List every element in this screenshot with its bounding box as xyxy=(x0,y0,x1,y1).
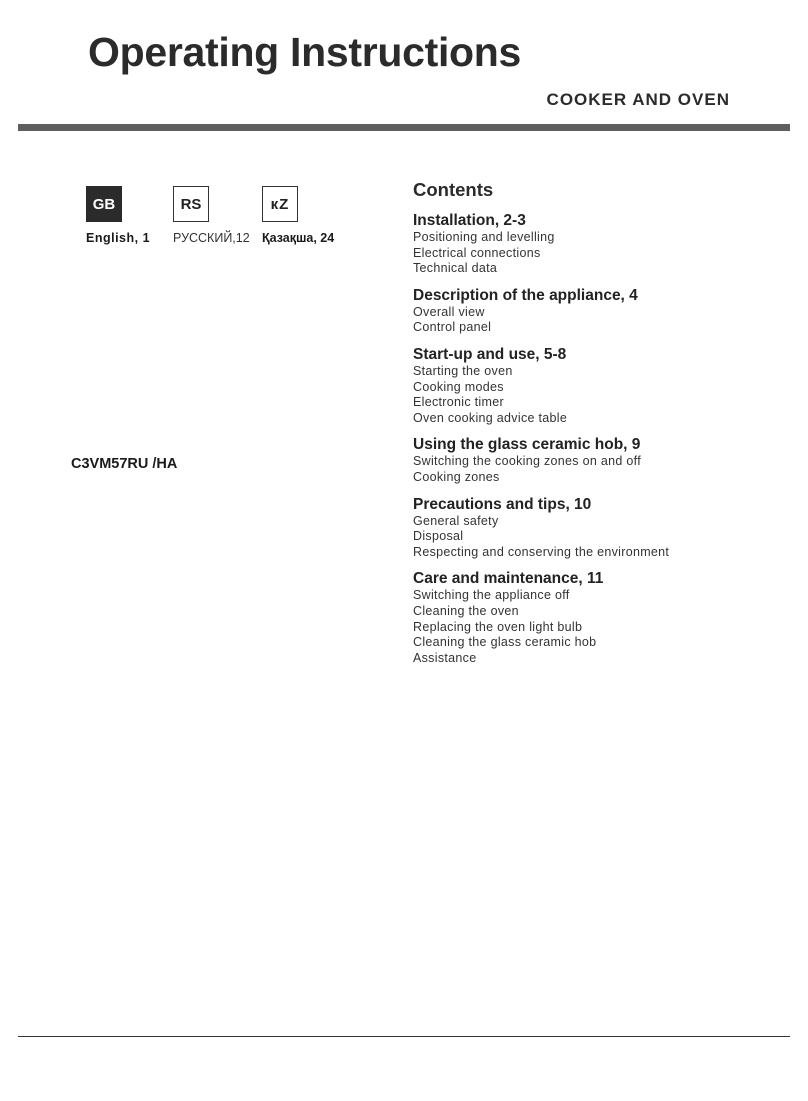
language-label: РУССКИЙ,12 xyxy=(173,231,250,245)
toc-item[interactable]: Control panel xyxy=(413,320,492,335)
page-title: Operating Instructions xyxy=(88,29,522,75)
contents-heading: Contents xyxy=(413,179,494,200)
language-english[interactable] xyxy=(86,186,151,245)
toc-item[interactable]: Electrical connections xyxy=(413,245,541,260)
kz-flag-icon: к Z xyxy=(262,186,298,222)
toc-item[interactable]: Assistance xyxy=(413,650,477,665)
product-type: COOKER AND OVEN xyxy=(546,90,730,109)
table-of-contents xyxy=(413,179,793,675)
toc-section-title[interactable]: Care and maintenance, 11 xyxy=(413,570,604,588)
toc-section-title[interactable]: Installation, 2-3 xyxy=(413,212,526,229)
language-kazakh[interactable] xyxy=(262,186,335,245)
toc-item[interactable]: Positioning and levelling xyxy=(413,230,555,244)
header-divider xyxy=(18,124,790,131)
toc-section xyxy=(413,435,793,485)
toc-item[interactable]: Disposal xyxy=(413,529,464,544)
footer-divider xyxy=(18,1036,790,1037)
toc-section xyxy=(413,495,793,561)
toc-item[interactable]: Oven cooking advice table xyxy=(413,410,568,425)
toc-item[interactable]: Switching the cooking zones on and off xyxy=(413,454,641,469)
toc-item[interactable]: Overall view xyxy=(413,304,485,319)
toc-item[interactable]: Replacing the oven light bulb xyxy=(413,619,583,634)
language-russian[interactable] xyxy=(173,186,250,245)
toc-item[interactable]: Cooking zones xyxy=(413,469,500,484)
toc-item[interactable]: Electronic timer xyxy=(413,395,504,410)
language-label: Қазақша, 24 xyxy=(262,231,335,245)
toc-item[interactable]: Technical data xyxy=(413,261,498,276)
model-number: C3VM57RU /HA xyxy=(71,456,178,472)
toc-item[interactable]: Cooking modes xyxy=(413,379,504,394)
toc-section xyxy=(413,345,793,426)
contents-sections xyxy=(413,211,793,666)
toc-section-title[interactable]: Description of the appliance, 4 xyxy=(413,286,638,304)
toc-item[interactable]: Switching the appliance off xyxy=(413,588,570,603)
toc-item[interactable]: Respecting and conserving the environment xyxy=(413,544,670,559)
toc-section xyxy=(413,211,793,277)
toc-item[interactable]: Starting the oven xyxy=(413,363,513,378)
gb-flag-icon: GB xyxy=(86,186,122,222)
toc-section xyxy=(413,569,793,666)
toc-section-title[interactable]: Using the glass ceramic hob, 9 xyxy=(413,436,641,454)
toc-section xyxy=(413,286,793,336)
rs-flag-icon: RS xyxy=(173,186,209,222)
toc-section-title[interactable]: Start-up and use, 5-8 xyxy=(413,345,567,363)
toc-item[interactable]: Cleaning the oven xyxy=(413,603,519,618)
toc-item[interactable]: Cleaning the glass ceramic hob xyxy=(413,635,597,650)
toc-section-title[interactable]: Precautions and tips, 10 xyxy=(413,495,592,513)
language-label: English, 1 xyxy=(86,231,151,245)
toc-item[interactable]: General safety xyxy=(413,513,499,528)
